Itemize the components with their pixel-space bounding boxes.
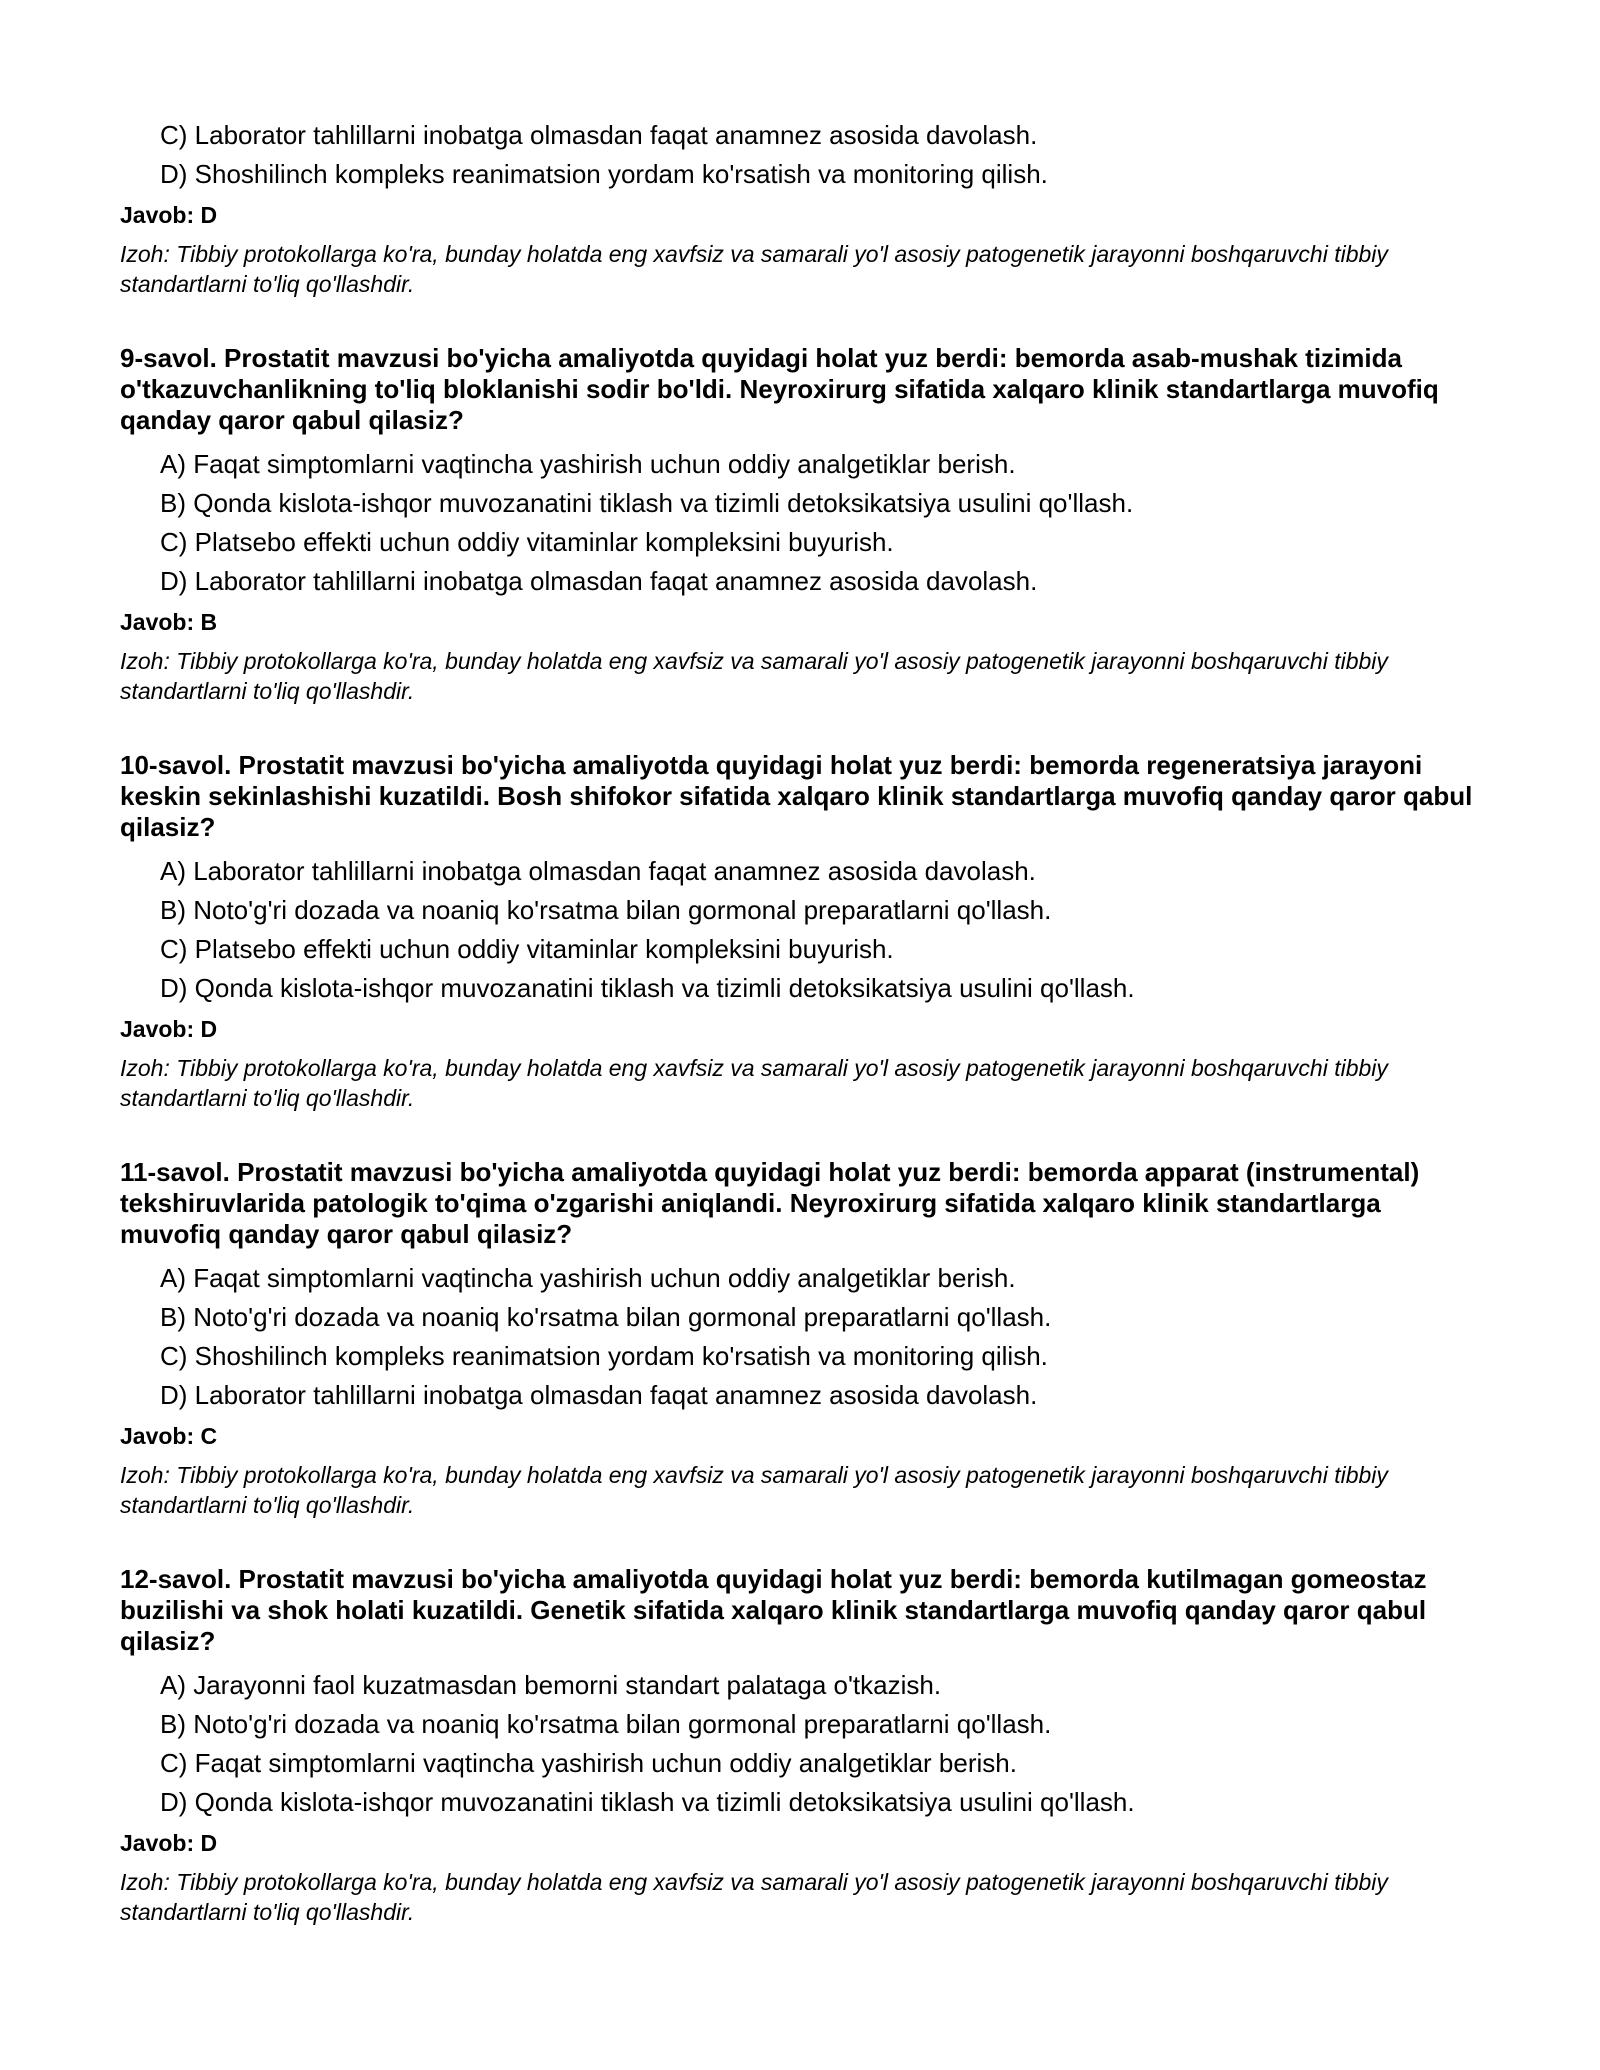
answer-option: A) Faqat simptomlarni vaqtincha yashirish uchun oddiy analgetiklar berish. bbox=[160, 449, 1016, 479]
answer-option: D) Qonda kislota-ishqor muvozanatini tiklash va tizimli detoksikatsiya usulini qo'llash. bbox=[160, 973, 1135, 1003]
answer-option: B) Noto'g'ri dozada va noaniq ko'rsatma bilan gormonal preparatlarni qo'llash. bbox=[160, 1302, 1052, 1332]
answer-option: D) Laborator tahlillarni inobatga olmasdan faqat anamnez asosida davolash. bbox=[160, 1380, 1038, 1410]
answer-option: C) Laborator tahlillarni inobatga olmasdan faqat anamnez asosida davolash. bbox=[160, 120, 1038, 150]
correct-answer: Javob: D bbox=[120, 202, 218, 228]
answer-option: B) Noto'g'ri dozada va noaniq ko'rsatma bilan gormonal preparatlarni qo'llash. bbox=[160, 895, 1052, 925]
question-block-10 bbox=[120, 750, 1480, 1113]
answer-option: A) Jarayonni faol kuzatmasdan bemorni standart palataga o'tkazish. bbox=[160, 1670, 942, 1700]
explanation-text: Izoh: Tibbiy protokollarga ko'ra, bunday holatda eng xavfsiz va samarali yo'l asosiy patogenetik jarayonni boshqaruvchi tibbiy standartlarni to'liq qo'llashdir. bbox=[120, 1869, 1388, 1925]
question-block-11 bbox=[120, 1157, 1480, 1520]
correct-answer: Javob: C bbox=[120, 1423, 218, 1449]
correct-answer: Javob: D bbox=[120, 1016, 218, 1042]
answer-option: B) Qonda kislota-ishqor muvozanatini tiklash va tizimli detoksikatsiya usulini qo'llash. bbox=[160, 488, 1134, 518]
answer-option: B) Noto'g'ri dozada va noaniq ko'rsatma bilan gormonal preparatlarni qo'llash. bbox=[160, 1709, 1052, 1739]
explanation-text: Izoh: Tibbiy protokollarga ko'ra, bunday holatda eng xavfsiz va samarali yo'l asosiy patogenetik jarayonni boshqaruvchi tibbiy standartlarni to'liq qo'llashdir. bbox=[120, 648, 1388, 704]
answer-option: A) Laborator tahlillarni inobatga olmasdan faqat anamnez asosida davolash. bbox=[160, 856, 1036, 886]
question-title: 12-savol. Prostatit mavzusi bo'yicha amaliyotda quyidagi holat yuz berdi: bemorda kutilmagan gomeostaz buzilishi va shok holati kuzatildi. Genetik sifatida xalqaro klinik standartlarga muvofiq qanday qaror qabul qilasiz? bbox=[120, 1564, 1427, 1656]
explanation-text: Izoh: Tibbiy protokollarga ko'ra, bunday holatda eng xavfsiz va samarali yo'l asosiy patogenetik jarayonni boshqaruvchi tibbiy standartlarni to'liq qo'llashdir. bbox=[120, 1462, 1388, 1518]
correct-answer: Javob: B bbox=[120, 609, 218, 635]
answer-option: C) Faqat simptomlarni vaqtincha yashirish uchun oddiy analgetiklar berish. bbox=[160, 1748, 1017, 1778]
answer-option: A) Faqat simptomlarni vaqtincha yashirish uchun oddiy analgetiklar berish. bbox=[160, 1263, 1016, 1293]
question-title: 9-savol. Prostatit mavzusi bo'yicha amaliyotda quyidagi holat yuz berdi: bemorda asab-mushak tizimida o'tkazuvchanlikning to'liq bloklanishi sodir bo'ldi. Neyroxirurg sifatida xalqaro klinik standartlarga muvofiq qanday qaror qabul qilasiz? bbox=[120, 343, 1439, 435]
correct-answer: Javob: D bbox=[120, 1830, 218, 1856]
partial-question-block bbox=[120, 120, 1480, 299]
answer-option: C) Shoshilinch kompleks reanimatsion yordam ko'rsatish va monitoring qilish. bbox=[160, 1341, 1048, 1371]
question-title: 10-savol. Prostatit mavzusi bo'yicha amaliyotda quyidagi holat yuz berdi: bemorda regeneratsiya jarayoni keskin sekinlashishi kuzatildi. Bosh shifokor sifatida xalqaro klinik standartlarga muvofiq qanday qaror qabul qilasiz? bbox=[120, 750, 1473, 842]
answer-option: C) Platsebo effekti uchun oddiy vitaminlar kompleksini buyurish. bbox=[160, 934, 894, 964]
answer-option: C) Platsebo effekti uchun oddiy vitaminlar kompleksini buyurish. bbox=[160, 527, 894, 557]
question-block-12 bbox=[120, 1564, 1480, 1927]
explanation-text: Izoh: Tibbiy protokollarga ko'ra, bunday holatda eng xavfsiz va samarali yo'l asosiy patogenetik jarayonni boshqaruvchi tibbiy standartlarni to'liq qo'llashdir. bbox=[120, 241, 1388, 297]
question-title: 11-savol. Prostatit mavzusi bo'yicha amaliyotda quyidagi holat yuz berdi: bemorda apparat (instrumental) tekshiruvlarida patologik to'qima o'zgarishi aniqlandi. Neyroxirurg sifatida xalqaro klinik standartlarga muvofiq qanday qaror qabul qilasiz? bbox=[120, 1157, 1420, 1249]
explanation-text: Izoh: Tibbiy protokollarga ko'ra, bunday holatda eng xavfsiz va samarali yo'l asosiy patogenetik jarayonni boshqaruvchi tibbiy standartlarni to'liq qo'llashdir. bbox=[120, 1055, 1388, 1111]
answer-option: D) Shoshilinch kompleks reanimatsion yordam ko'rsatish va monitoring qilish. bbox=[160, 159, 1048, 189]
document-page bbox=[120, 120, 1480, 1927]
answer-option: D) Qonda kislota-ishqor muvozanatini tiklash va tizimli detoksikatsiya usulini qo'llash. bbox=[160, 1787, 1135, 1817]
answer-option: D) Laborator tahlillarni inobatga olmasdan faqat anamnez asosida davolash. bbox=[160, 566, 1038, 596]
question-block-9 bbox=[120, 343, 1480, 706]
